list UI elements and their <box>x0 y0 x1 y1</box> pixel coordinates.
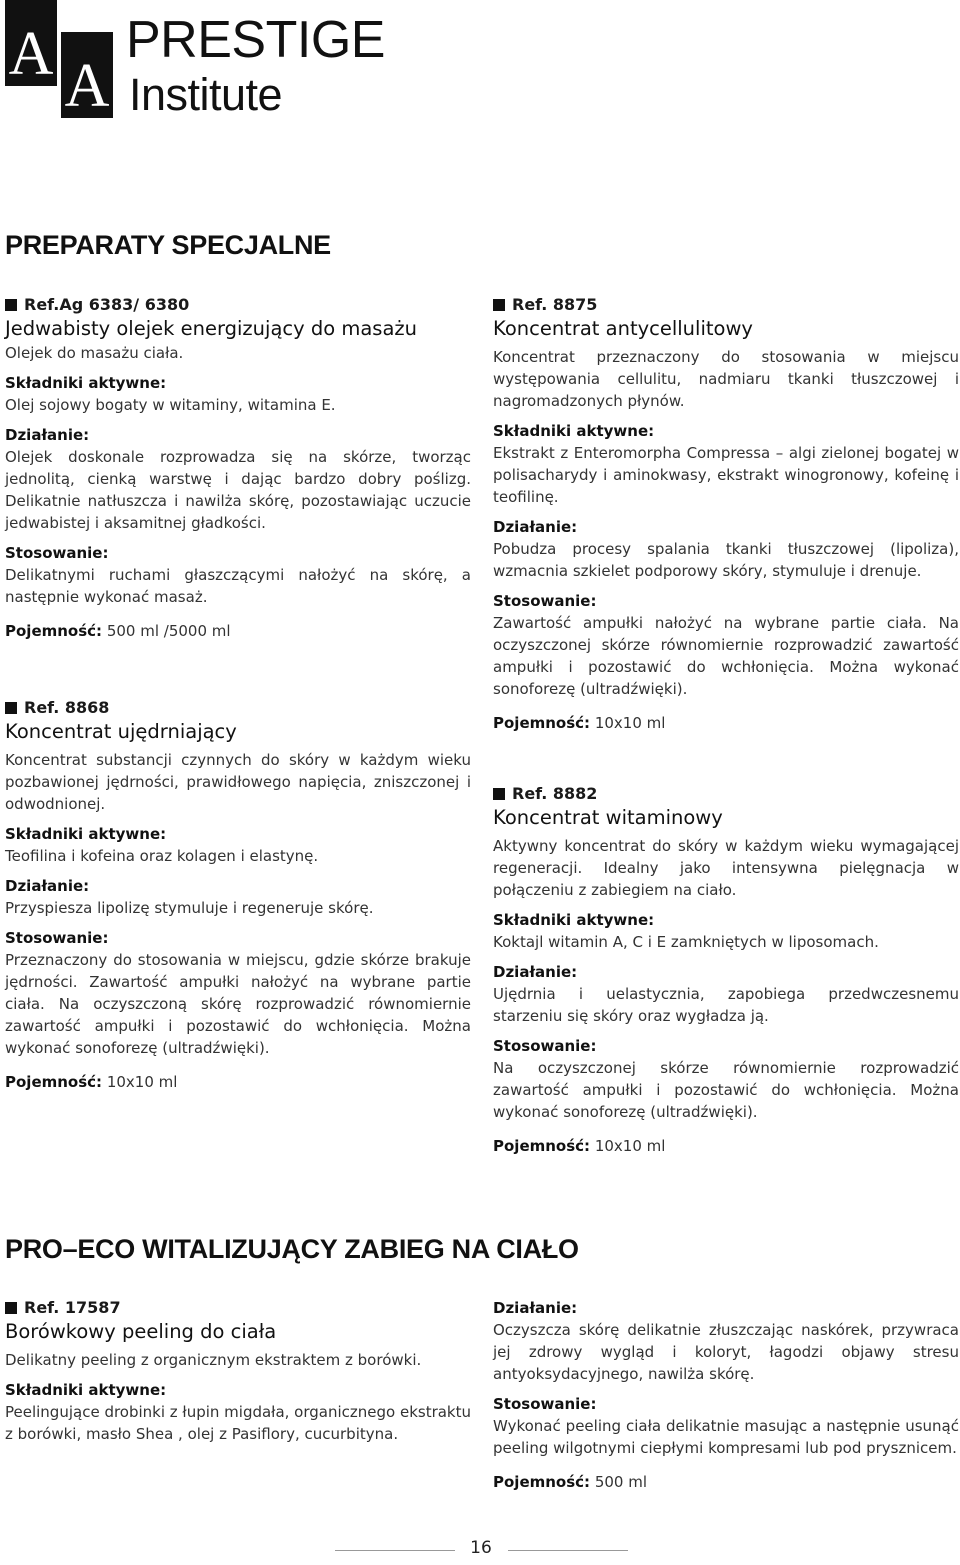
label-dzialanie: Działanie: <box>493 1299 578 1317</box>
label-skladniki: Składniki aktywne: <box>493 911 655 929</box>
product-6383 <box>5 294 471 642</box>
product-ref: Ref.Ag 6383/ 6380 <box>5 294 471 316</box>
product-capacity: Pojemność: 500 ml <box>493 1473 648 1491</box>
logo-letter: A <box>64 52 110 118</box>
product-8875 <box>493 294 959 734</box>
product-action: Ujędrnia i uelastycznia, zapobiega przedwczesnemu starzeniu się skóry oraz wygładza ją. <box>493 985 959 1025</box>
label-stosowanie: Stosowanie: <box>493 1037 597 1055</box>
product-ref: Ref. 17587 <box>5 1297 471 1319</box>
product-capacity: Pojemność: 500 ml /5000 ml <box>5 622 231 640</box>
product-name: Jedwabisty olejek energizujący do masażu <box>5 317 418 340</box>
label-stosowanie: Stosowanie: <box>5 929 109 947</box>
section-title: PREPARATY SPECJALNE <box>5 230 331 260</box>
product-name: Borówkowy peeling do ciała <box>5 1320 277 1343</box>
footer-divider <box>508 1550 628 1551</box>
label-dzialanie: Działanie: <box>5 426 90 444</box>
page-footer <box>0 1538 960 1562</box>
product-ingredients: Ekstrakt z Enteromorpha Compressa – algi zielonej bogatej w polisacharydy i aminokwasy, ekstrakt winogronowy, kofeinę i teofilinę. <box>493 444 959 506</box>
brand-name: PRESTIGE <box>126 11 385 69</box>
product-description: Koncentrat przeznaczony do stosowania w miejscu występowania cellulitu, nadmiaru tkanki tłuszczowej i nagromadzonych płynów. <box>493 348 959 410</box>
product-description: Aktywny koncentrat do skóry w każdym wieku wymagającej regeneracji. Idealny jako intensywna pielęgnacja w połączeniu z zabiegiem na ciało. <box>493 837 959 899</box>
product-usage: Na oczyszczonej skórze równomiernie rozprowadzić zawartość ampułki i pozostawić do wchłonięcia. Można wykonać sonoforezę (ultradźwięki). <box>493 1059 959 1121</box>
bullet-square-icon <box>5 1302 17 1314</box>
product-usage: Wykonać peeling ciała delikatnie masując a następnie usunąć peeling wilgotnymi ciepłymi kompresami lub pod prysznicem. <box>493 1417 959 1457</box>
bullet-square-icon <box>5 702 17 714</box>
product-8882 <box>493 783 959 1157</box>
product-capacity: Pojemność: 10x10 ml <box>493 1137 666 1155</box>
page-number: 16 <box>470 1538 492 1558</box>
label-skladniki: Składniki aktywne: <box>5 825 167 843</box>
label-dzialanie: Działanie: <box>5 877 90 895</box>
product-ingredients: Olej sojowy bogaty w witaminy, witamina E. <box>5 396 336 414</box>
label-skladniki: Składniki aktywne: <box>5 1381 167 1399</box>
product-17587 <box>5 1297 471 1445</box>
product-action: Oczyszcza skórę delikatnie złuszczając naskórek, przywraca jej zdrowy wygląd i koloryt, łagodzi objawy stresu antyoksydacyjnego, nawilża skórę. <box>493 1321 959 1383</box>
bullet-square-icon <box>5 299 17 311</box>
product-17587-continued <box>493 1297 959 1493</box>
product-ingredients: Peelingujące drobinki z łupin migdała, organicznego ekstraktu z borówki, masło Shea , olej z Pasiflory, cucurbityna. <box>5 1403 472 1443</box>
product-name: Koncentrat antycellulitowy <box>493 317 753 340</box>
product-description: Delikatny peeling z organicznym ekstraktem z borówki. <box>5 1351 422 1369</box>
product-capacity: Pojemność: 10x10 ml <box>5 1073 178 1091</box>
product-usage: Przeznaczony do stosowania w miejscu, gdzie skórze brakuje jędrności. Zawartość ampułki nałożyć na wybrane partie ciała. Na oczyszczoną skórę rozprowadzić równomiernie zawartość ampułki i pozostawić do wchłonięcia. Można wykonać sonoforezę (ultradźwięki). <box>5 951 471 1057</box>
brand-subtitle: Institute <box>129 69 283 120</box>
label-dzialanie: Działanie: <box>493 518 578 536</box>
product-ingredients: Koktajl witamin A, C i E zamkniętych w liposomach. <box>493 933 879 951</box>
product-action: Pobudza procesy spalania tkanki tłuszczowej (lipoliza), wzmacnia szkielet podporowy skóry, stymuluje i drenuje. <box>493 540 959 580</box>
label-stosowanie: Stosowanie: <box>493 1395 597 1413</box>
product-8868 <box>5 697 471 1093</box>
label-stosowanie: Stosowanie: <box>493 592 597 610</box>
product-ref: Ref. 8875 <box>493 294 959 316</box>
bullet-square-icon <box>493 788 505 800</box>
label-dzialanie: Działanie: <box>493 963 578 981</box>
product-ingredients: Teofilina i kofeina oraz kolagen i elastynę. <box>5 847 319 865</box>
product-action: Przyspiesza lipolizę stymuluje i regeneruje skórę. <box>5 899 374 917</box>
product-action: Olejek doskonale rozprowadza się na skórze, tworząc jednolitą, cienką warstwę i dając bardzo dobry poślizg. Delikatnie natłuszcza i nawilża skórę, pozostawiając uczucie jedwabistej i aksamitnej gładkości. <box>5 448 471 532</box>
product-name: Koncentrat witaminowy <box>493 806 723 829</box>
product-name: Koncentrat ujędrniający <box>5 720 237 743</box>
footer-divider <box>335 1550 455 1551</box>
product-description: Koncentrat substancji czynnych do skóry w każdym wieku pozbawionej jędrności, prawidłowego napięcia, zniszczonej i odwodnionej. <box>5 751 471 813</box>
bullet-square-icon <box>493 299 505 311</box>
product-description: Olejek do masażu ciała. <box>5 344 184 362</box>
section-title: PRO–ECO WITALIZUJĄCY ZABIEG NA CIAŁO <box>5 1234 579 1264</box>
product-ref: Ref. 8868 <box>5 697 471 719</box>
label-stosowanie: Stosowanie: <box>5 544 109 562</box>
product-capacity: Pojemność: 10x10 ml <box>493 714 666 732</box>
product-ref: Ref. 8882 <box>493 783 959 805</box>
logo-letter: A <box>8 20 54 88</box>
brand-logo <box>5 0 385 120</box>
label-skladniki: Składniki aktywne: <box>493 422 655 440</box>
prestige-logo-icon <box>5 0 117 118</box>
product-usage: Zawartość ampułki nałożyć na wybrane partie ciała. Na oczyszczonej skórze równomiernie rozprowadzić zawartość ampułki i pozostawić do wchłonięcia. Można wykonać sonoforezę (ultradźwięki). <box>493 614 959 698</box>
product-usage: Delikatnymi ruchami głaszczącymi nałożyć na skórę, a następnie wykonać masaż. <box>5 566 471 606</box>
label-skladniki: Składniki aktywne: <box>5 374 167 392</box>
